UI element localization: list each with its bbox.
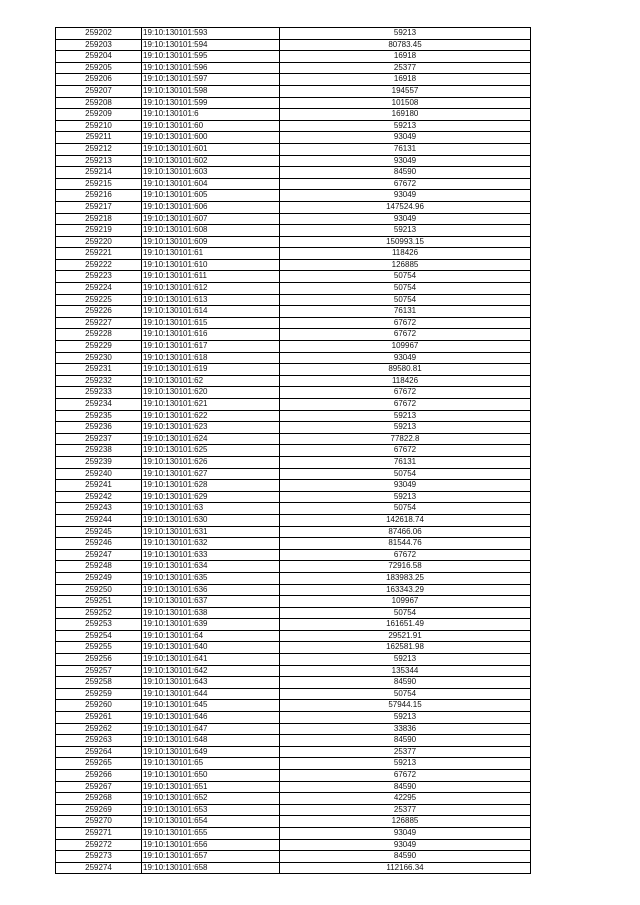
value-cell: 67672 (280, 329, 531, 341)
value-cell: 67672 (280, 445, 531, 457)
cadastral-number-cell: 19:10:130101:60 (142, 120, 280, 132)
table-row (56, 317, 531, 329)
value-cell: 59213 (280, 28, 531, 40)
table-row (56, 85, 531, 97)
table-row (56, 28, 531, 40)
table-row (56, 642, 531, 654)
row-number-cell: 259238 (56, 445, 142, 457)
row-number-cell: 259235 (56, 410, 142, 422)
cadastral-number-cell: 19:10:130101:629 (142, 491, 280, 503)
table-row (56, 758, 531, 770)
value-cell: 163343.29 (280, 584, 531, 596)
value-cell: 59213 (280, 654, 531, 666)
value-cell: 162581.98 (280, 642, 531, 654)
table-row (56, 456, 531, 468)
row-number-cell: 259224 (56, 283, 142, 295)
table-row (56, 851, 531, 863)
cadastral-number-cell: 19:10:130101:631 (142, 526, 280, 538)
table-body (56, 28, 531, 874)
table-row (56, 596, 531, 608)
table-row (56, 619, 531, 631)
row-number-cell: 259243 (56, 503, 142, 515)
cadastral-number-cell: 19:10:130101:602 (142, 155, 280, 167)
cadastral-number-cell: 19:10:130101:650 (142, 770, 280, 782)
value-cell: 109967 (280, 596, 531, 608)
cadastral-number-cell: 19:10:130101:628 (142, 480, 280, 492)
cadastral-number-cell: 19:10:130101:613 (142, 294, 280, 306)
cadastral-number-cell: 19:10:130101:65 (142, 758, 280, 770)
cadastral-number-cell: 19:10:130101:645 (142, 700, 280, 712)
cadastral-number-cell: 19:10:130101:6 (142, 109, 280, 121)
table-row (56, 132, 531, 144)
cadastral-number-cell: 19:10:130101:63 (142, 503, 280, 515)
table-row (56, 665, 531, 677)
cadastral-number-cell: 19:10:130101:623 (142, 422, 280, 434)
cadastral-number-cell: 19:10:130101:621 (142, 399, 280, 411)
cadastral-number-cell: 19:10:130101:64 (142, 630, 280, 642)
value-cell: 89580.81 (280, 364, 531, 376)
cadastral-number-cell: 19:10:130101:644 (142, 688, 280, 700)
cadastral-number-cell: 19:10:130101:638 (142, 607, 280, 619)
table-row (56, 39, 531, 51)
value-cell: 84590 (280, 167, 531, 179)
value-cell: 161651.49 (280, 619, 531, 631)
row-number-cell: 259268 (56, 793, 142, 805)
cadastral-number-cell: 19:10:130101:599 (142, 97, 280, 109)
value-cell: 67672 (280, 770, 531, 782)
cadastral-number-cell: 19:10:130101:636 (142, 584, 280, 596)
table-row (56, 248, 531, 260)
table-row (56, 155, 531, 167)
value-cell: 57944.15 (280, 700, 531, 712)
cadastral-number-cell: 19:10:130101:594 (142, 39, 280, 51)
table-row (56, 259, 531, 271)
value-cell: 93049 (280, 155, 531, 167)
row-number-cell: 259254 (56, 630, 142, 642)
value-cell: 50754 (280, 503, 531, 515)
cadastral-number-cell: 19:10:130101:637 (142, 596, 280, 608)
cadastral-number-cell: 19:10:130101:653 (142, 804, 280, 816)
row-number-cell: 259239 (56, 456, 142, 468)
row-number-cell: 259208 (56, 97, 142, 109)
value-cell: 50754 (280, 468, 531, 480)
table-row (56, 839, 531, 851)
value-cell: 50754 (280, 607, 531, 619)
value-cell: 59213 (280, 712, 531, 724)
row-number-cell: 259274 (56, 862, 142, 874)
value-cell: 101508 (280, 97, 531, 109)
cadastral-number-cell: 19:10:130101:606 (142, 201, 280, 213)
cadastral-number-cell: 19:10:130101:605 (142, 190, 280, 202)
cadastral-number-cell: 19:10:130101:626 (142, 456, 280, 468)
value-cell: 93049 (280, 190, 531, 202)
value-cell: 112166.34 (280, 862, 531, 874)
row-number-cell: 259204 (56, 51, 142, 63)
value-cell: 118426 (280, 375, 531, 387)
row-number-cell: 259264 (56, 746, 142, 758)
row-number-cell: 259230 (56, 352, 142, 364)
table-row (56, 364, 531, 376)
value-cell: 67672 (280, 387, 531, 399)
value-cell: 76131 (280, 306, 531, 318)
row-number-cell: 259234 (56, 399, 142, 411)
table-row (56, 572, 531, 584)
cadastral-number-cell: 19:10:130101:655 (142, 827, 280, 839)
row-number-cell: 259262 (56, 723, 142, 735)
cadastral-number-cell: 19:10:130101:619 (142, 364, 280, 376)
value-cell: 84590 (280, 677, 531, 689)
cadastral-number-cell: 19:10:130101:597 (142, 74, 280, 86)
cadastral-number-cell: 19:10:130101:600 (142, 132, 280, 144)
row-number-cell: 259221 (56, 248, 142, 260)
value-cell: 67672 (280, 317, 531, 329)
value-cell: 109967 (280, 341, 531, 353)
value-cell: 150993.15 (280, 236, 531, 248)
value-cell: 59213 (280, 422, 531, 434)
cadastral-number-cell: 19:10:130101:642 (142, 665, 280, 677)
cadastral-number-cell: 19:10:130101:640 (142, 642, 280, 654)
table-row (56, 677, 531, 689)
cadastral-number-cell: 19:10:130101:609 (142, 236, 280, 248)
table-row (56, 120, 531, 132)
row-number-cell: 259229 (56, 341, 142, 353)
value-cell: 93049 (280, 132, 531, 144)
row-number-cell: 259202 (56, 28, 142, 40)
table-row (56, 584, 531, 596)
table-row (56, 306, 531, 318)
cadastral-number-cell: 19:10:130101:598 (142, 85, 280, 97)
value-cell: 50754 (280, 271, 531, 283)
row-number-cell: 259241 (56, 480, 142, 492)
table-row (56, 74, 531, 86)
cadastral-number-cell: 19:10:130101:61 (142, 248, 280, 260)
value-cell: 72916.58 (280, 561, 531, 573)
row-number-cell: 259272 (56, 839, 142, 851)
value-cell: 42295 (280, 793, 531, 805)
cadastral-number-cell: 19:10:130101:651 (142, 781, 280, 793)
cadastral-number-cell: 19:10:130101:639 (142, 619, 280, 631)
value-cell: 76131 (280, 456, 531, 468)
table-row (56, 491, 531, 503)
row-number-cell: 259250 (56, 584, 142, 596)
value-cell: 50754 (280, 283, 531, 295)
value-cell: 59213 (280, 410, 531, 422)
value-cell: 169180 (280, 109, 531, 121)
value-cell: 87466.06 (280, 526, 531, 538)
value-cell: 16918 (280, 51, 531, 63)
value-cell: 84590 (280, 735, 531, 747)
cadastral-number-cell: 19:10:130101:624 (142, 433, 280, 445)
table-row (56, 178, 531, 190)
table-row (56, 62, 531, 74)
table-row (56, 468, 531, 480)
row-number-cell: 259233 (56, 387, 142, 399)
table-row (56, 213, 531, 225)
cadastral-number-cell: 19:10:130101:627 (142, 468, 280, 480)
value-cell: 93049 (280, 480, 531, 492)
row-number-cell: 259206 (56, 74, 142, 86)
value-cell: 194557 (280, 85, 531, 97)
value-cell: 84590 (280, 781, 531, 793)
table-row (56, 387, 531, 399)
row-number-cell: 259222 (56, 259, 142, 271)
table-row (56, 167, 531, 179)
table-row (56, 538, 531, 550)
table-row (56, 352, 531, 364)
cadastral-number-cell: 19:10:130101:657 (142, 851, 280, 863)
row-number-cell: 259244 (56, 514, 142, 526)
cadastral-number-cell: 19:10:130101:593 (142, 28, 280, 40)
cadastral-number-cell: 19:10:130101:603 (142, 167, 280, 179)
table-row (56, 329, 531, 341)
cadastral-number-cell: 19:10:130101:656 (142, 839, 280, 851)
value-cell: 25377 (280, 804, 531, 816)
cadastral-number-cell: 19:10:130101:625 (142, 445, 280, 457)
table-row (56, 816, 531, 828)
cadastral-number-cell: 19:10:130101:654 (142, 816, 280, 828)
table-row (56, 433, 531, 445)
cadastral-number-cell: 19:10:130101:601 (142, 143, 280, 155)
row-number-cell: 259242 (56, 491, 142, 503)
value-cell: 67672 (280, 549, 531, 561)
cadastral-number-cell: 19:10:130101:608 (142, 225, 280, 237)
cadastral-number-cell: 19:10:130101:646 (142, 712, 280, 724)
table-row (56, 271, 531, 283)
row-number-cell: 259252 (56, 607, 142, 619)
value-cell: 183983.25 (280, 572, 531, 584)
table-row (56, 607, 531, 619)
table-row (56, 700, 531, 712)
row-number-cell: 259251 (56, 596, 142, 608)
value-cell: 118426 (280, 248, 531, 260)
row-number-cell: 259271 (56, 827, 142, 839)
table-row (56, 375, 531, 387)
table-row (56, 723, 531, 735)
cadastral-number-cell: 19:10:130101:635 (142, 572, 280, 584)
cadastral-number-cell: 19:10:130101:641 (142, 654, 280, 666)
row-number-cell: 259253 (56, 619, 142, 631)
table-row (56, 735, 531, 747)
row-number-cell: 259214 (56, 167, 142, 179)
row-number-cell: 259232 (56, 375, 142, 387)
value-cell: 93049 (280, 827, 531, 839)
cadastral-number-cell: 19:10:130101:622 (142, 410, 280, 422)
value-cell: 80783.45 (280, 39, 531, 51)
row-number-cell: 259223 (56, 271, 142, 283)
value-cell: 67672 (280, 178, 531, 190)
cadastral-number-cell: 19:10:130101:617 (142, 341, 280, 353)
row-number-cell: 259218 (56, 213, 142, 225)
table-row (56, 97, 531, 109)
row-number-cell: 259212 (56, 143, 142, 155)
table-row (56, 399, 531, 411)
value-cell: 16918 (280, 74, 531, 86)
value-cell: 25377 (280, 62, 531, 74)
row-number-cell: 259261 (56, 712, 142, 724)
value-cell: 84590 (280, 851, 531, 863)
table-row (56, 793, 531, 805)
table-row (56, 712, 531, 724)
row-number-cell: 259217 (56, 201, 142, 213)
row-number-cell: 259227 (56, 317, 142, 329)
cadastral-number-cell: 19:10:130101:658 (142, 862, 280, 874)
table-row (56, 862, 531, 874)
cadastral-number-cell: 19:10:130101:615 (142, 317, 280, 329)
row-number-cell: 259248 (56, 561, 142, 573)
row-number-cell: 259203 (56, 39, 142, 51)
table-row (56, 827, 531, 839)
value-cell: 67672 (280, 399, 531, 411)
cadastral-number-cell: 19:10:130101:652 (142, 793, 280, 805)
value-cell: 147524.96 (280, 201, 531, 213)
cadastral-number-cell: 19:10:130101:596 (142, 62, 280, 74)
table-row (56, 236, 531, 248)
row-number-cell: 259236 (56, 422, 142, 434)
cadastral-number-cell: 19:10:130101:595 (142, 51, 280, 63)
table-row (56, 480, 531, 492)
cadastral-number-cell: 19:10:130101:647 (142, 723, 280, 735)
table-row (56, 561, 531, 573)
table-row (56, 410, 531, 422)
row-number-cell: 259205 (56, 62, 142, 74)
cadastral-number-cell: 19:10:130101:604 (142, 178, 280, 190)
table-row (56, 109, 531, 121)
cadastral-number-cell: 19:10:130101:611 (142, 271, 280, 283)
value-cell: 93049 (280, 839, 531, 851)
cadastral-number-cell: 19:10:130101:614 (142, 306, 280, 318)
table-row (56, 190, 531, 202)
value-cell: 76131 (280, 143, 531, 155)
cadastral-number-cell: 19:10:130101:62 (142, 375, 280, 387)
row-number-cell: 259240 (56, 468, 142, 480)
row-number-cell: 259246 (56, 538, 142, 550)
value-cell: 77822.8 (280, 433, 531, 445)
row-number-cell: 259210 (56, 120, 142, 132)
value-cell: 81544.76 (280, 538, 531, 550)
row-number-cell: 259263 (56, 735, 142, 747)
cadastral-number-cell: 19:10:130101:632 (142, 538, 280, 550)
value-cell: 59213 (280, 225, 531, 237)
value-cell: 135344 (280, 665, 531, 677)
value-cell: 50754 (280, 688, 531, 700)
cadastral-number-cell: 19:10:130101:616 (142, 329, 280, 341)
table-row (56, 770, 531, 782)
row-number-cell: 259255 (56, 642, 142, 654)
row-number-cell: 259231 (56, 364, 142, 376)
row-number-cell: 259270 (56, 816, 142, 828)
table-row (56, 526, 531, 538)
row-number-cell: 259256 (56, 654, 142, 666)
table-row (56, 445, 531, 457)
row-number-cell: 259209 (56, 109, 142, 121)
row-number-cell: 259266 (56, 770, 142, 782)
table-row (56, 781, 531, 793)
value-cell: 126885 (280, 259, 531, 271)
row-number-cell: 259269 (56, 804, 142, 816)
row-number-cell: 259245 (56, 526, 142, 538)
value-cell: 142618.74 (280, 514, 531, 526)
table-row (56, 804, 531, 816)
value-cell: 33836 (280, 723, 531, 735)
value-cell: 126885 (280, 816, 531, 828)
table-row (56, 630, 531, 642)
row-number-cell: 259211 (56, 132, 142, 144)
row-number-cell: 259215 (56, 178, 142, 190)
cadastral-number-cell: 19:10:130101:618 (142, 352, 280, 364)
value-cell: 59213 (280, 120, 531, 132)
data-table (55, 27, 531, 874)
cadastral-number-cell: 19:10:130101:633 (142, 549, 280, 561)
cadastral-number-cell: 19:10:130101:620 (142, 387, 280, 399)
table-row (56, 746, 531, 758)
cadastral-number-cell: 19:10:130101:648 (142, 735, 280, 747)
row-number-cell: 259247 (56, 549, 142, 561)
value-cell: 59213 (280, 758, 531, 770)
cadastral-number-cell: 19:10:130101:649 (142, 746, 280, 758)
table-row (56, 549, 531, 561)
table-row (56, 143, 531, 155)
row-number-cell: 259267 (56, 781, 142, 793)
row-number-cell: 259273 (56, 851, 142, 863)
row-number-cell: 259216 (56, 190, 142, 202)
row-number-cell: 259226 (56, 306, 142, 318)
value-cell: 93049 (280, 213, 531, 225)
value-cell: 93049 (280, 352, 531, 364)
row-number-cell: 259249 (56, 572, 142, 584)
table-row (56, 294, 531, 306)
value-cell: 50754 (280, 294, 531, 306)
row-number-cell: 259259 (56, 688, 142, 700)
table-row (56, 283, 531, 295)
cadastral-number-cell: 19:10:130101:643 (142, 677, 280, 689)
table-row (56, 514, 531, 526)
value-cell: 29521.91 (280, 630, 531, 642)
row-number-cell: 259257 (56, 665, 142, 677)
cadastral-number-cell: 19:10:130101:612 (142, 283, 280, 295)
table-row (56, 422, 531, 434)
value-cell: 25377 (280, 746, 531, 758)
row-number-cell: 259213 (56, 155, 142, 167)
table-row (56, 341, 531, 353)
cadastral-number-cell: 19:10:130101:607 (142, 213, 280, 225)
row-number-cell: 259225 (56, 294, 142, 306)
value-cell: 59213 (280, 491, 531, 503)
row-number-cell: 259258 (56, 677, 142, 689)
table-row (56, 503, 531, 515)
row-number-cell: 259228 (56, 329, 142, 341)
row-number-cell: 259220 (56, 236, 142, 248)
cadastral-number-cell: 19:10:130101:634 (142, 561, 280, 573)
row-number-cell: 259260 (56, 700, 142, 712)
table-row (56, 688, 531, 700)
table-row (56, 654, 531, 666)
cadastral-number-cell: 19:10:130101:630 (142, 514, 280, 526)
cadastral-number-cell: 19:10:130101:610 (142, 259, 280, 271)
table-row (56, 201, 531, 213)
row-number-cell: 259219 (56, 225, 142, 237)
row-number-cell: 259237 (56, 433, 142, 445)
row-number-cell: 259207 (56, 85, 142, 97)
table-row (56, 225, 531, 237)
table-row (56, 51, 531, 63)
row-number-cell: 259265 (56, 758, 142, 770)
